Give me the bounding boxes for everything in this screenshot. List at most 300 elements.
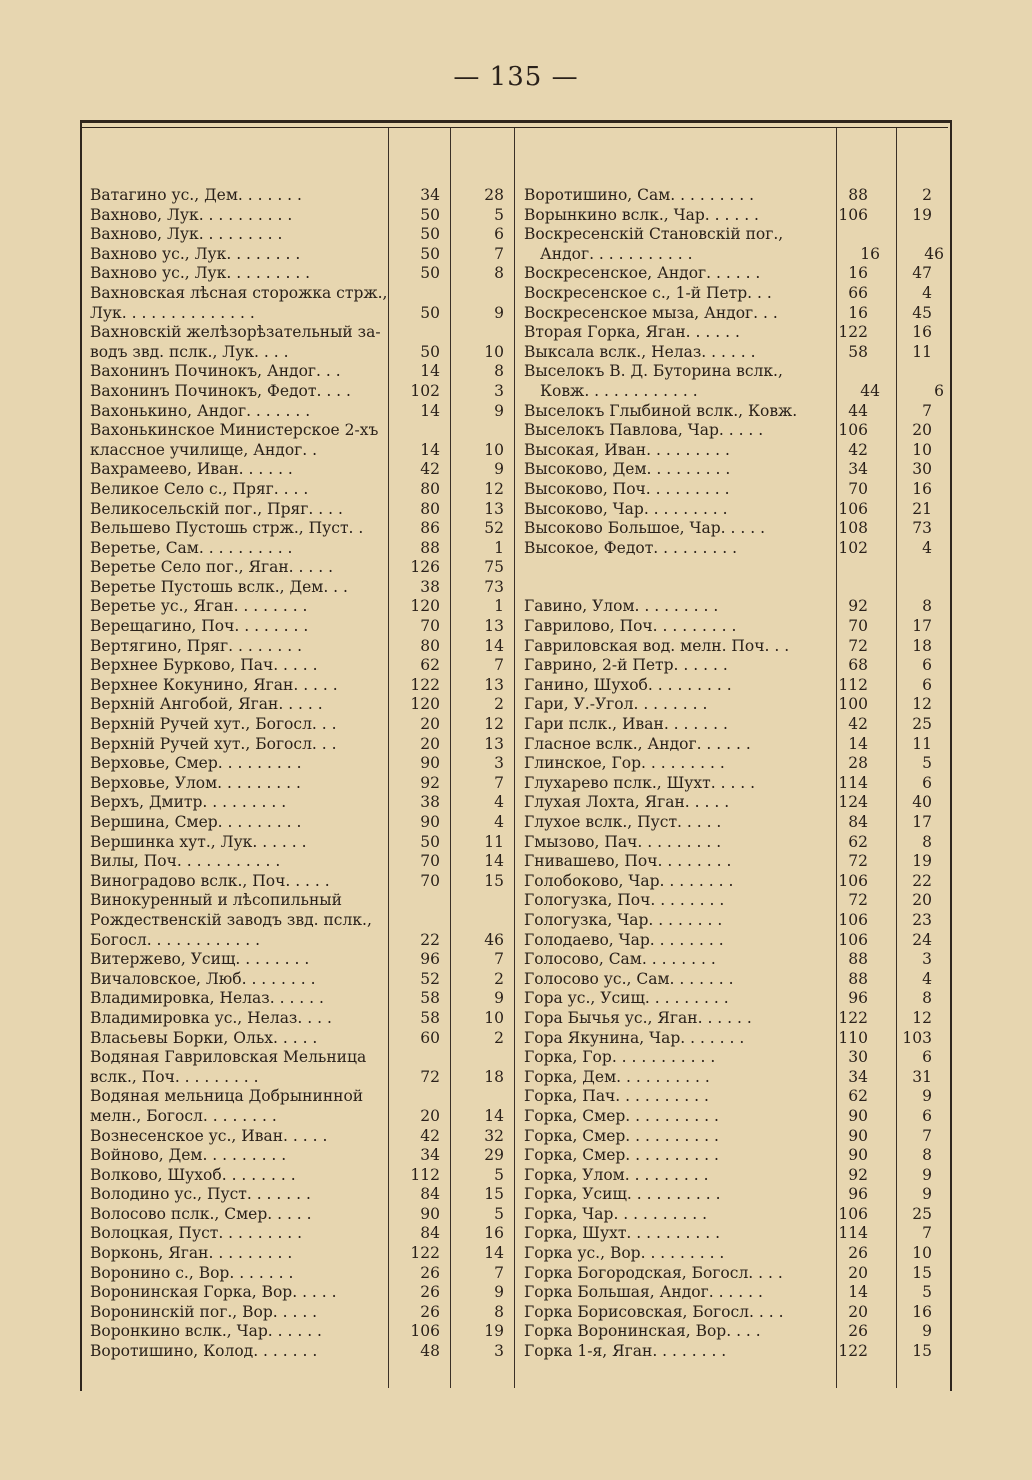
entry-number: 15 [912,1263,932,1282]
page-ref: 16 [848,264,868,283]
page-ref: 106 [838,930,868,949]
table-row [524,284,944,304]
table-row [88,1127,508,1147]
entry-number: 14 [484,1106,504,1125]
entry-number: 10 [484,440,504,459]
place-name: Горка, Смер. . . . . . . . . . [524,1126,719,1145]
place-name: Горка ус., Вор. . . . . . . . . [524,1244,725,1263]
page-ref: 34 [420,1146,440,1165]
entry-number: 13 [484,499,504,518]
entry-number: 7 [494,244,504,263]
page-ref: 106 [838,1204,868,1223]
table-row [524,1244,944,1264]
table-row [88,1244,508,1264]
table-row [88,1009,508,1029]
place-name: Гора ус., Усищ. . . . . . . . . [524,989,729,1008]
entry-number: 9 [494,401,504,420]
place-name: Витержево, Усищ. . . . . . . . [90,950,310,969]
page-ref: 100 [838,695,868,714]
table-row [524,1322,944,1342]
entry-number: 13 [484,734,504,753]
place-name: Вознесенское ус., Иван. . . . . [90,1126,328,1145]
place-name: классное училище, Андог. . [90,440,318,459]
place-name: Выксала вслк., Нелаз. . . . . . [524,342,756,361]
table-row [524,206,944,226]
table-row [88,1029,508,1049]
table-row [88,421,508,441]
place-name: Вахонинъ Починокъ, Андог. . . [90,362,341,381]
entry-number: 8 [922,832,932,851]
page-ref: 90 [848,1106,868,1125]
page-ref: 50 [420,205,440,224]
page-ref: 42 [848,440,868,459]
table-row [524,656,944,676]
place-name: Верхъ, Дмитр. . . . . . . . . [90,793,287,812]
page-ref: 38 [420,793,440,812]
entry-number: 19 [484,1322,504,1341]
page-ref: 102 [838,538,868,557]
entry-number: 8 [494,1302,504,1321]
table-row [524,1068,944,1088]
table-row [88,695,508,715]
page-ref: 44 [860,381,880,400]
place-name: Гари пслк., Иван. . . . . . . [524,715,728,734]
entry-number: 16 [912,479,932,498]
table-row [88,852,508,872]
place-name: Великое Село с., Пряг. . . . [90,479,309,498]
page-ref: 14 [420,401,440,420]
place-name: Водяная Гавриловская Мельница [90,1048,367,1067]
table-row [88,931,508,951]
page-ref: 26 [420,1283,440,1302]
page-ref: 58 [420,1008,440,1027]
entry-number: 2 [494,969,504,988]
table-row [524,382,944,402]
place-name: Гласное вслк., Андог. . . . . . [524,734,751,753]
page-ref: 58 [420,989,440,1008]
table-row [524,480,944,500]
place-name: Ватагино ус., Дем. . . . . . . [90,186,302,204]
entry-number: 13 [484,617,504,636]
table-row [524,539,944,559]
page-ref: 90 [420,1204,440,1223]
place-name: Вертягино, Пряг. . . . . . . . [90,636,303,655]
entry-number: 30 [912,460,932,479]
entry-number: 8 [494,362,504,381]
place-name: Выселокъ В. Д. Буторина вслк., [524,362,783,381]
table-row [88,206,508,226]
page-ref: 50 [420,303,440,322]
table-row [524,304,944,324]
page-ref: 20 [848,1263,868,1282]
place-name: Верхній Ангобой, Яган. . . . . [90,695,323,714]
entry-number: 4 [494,793,504,812]
place-name: Веретье, Сам. . . . . . . . . . [90,538,293,557]
entry-number: 20 [912,891,932,910]
entry-number: 2 [494,695,504,714]
page-ref: 88 [848,969,868,988]
place-name: Волково, Шухоб. . . . . . . . [90,1165,296,1184]
table-row [88,1342,508,1362]
table-row [524,578,944,598]
page-ref: 70 [420,871,440,890]
page-ref: 66 [848,283,868,302]
page-ref: 50 [420,832,440,851]
table-row [524,1107,944,1127]
page-ref: 72 [848,636,868,655]
table-row [524,1264,944,1284]
entry-number: 15 [484,871,504,890]
table-row [88,1303,508,1323]
place-name: Вичаловское, Люб. . . . . . . . [90,969,316,988]
place-name: вслк., Поч. . . . . . . . . [90,1067,259,1086]
page-ref [390,323,440,343]
page-ref: 26 [420,1302,440,1321]
place-name: Вахрамеево, Иван. . . . . . [90,460,293,479]
entry-number: 6 [922,1048,932,1067]
table-row [524,833,944,853]
place-name: Гаврилово, Поч. . . . . . . . . [524,617,737,636]
entry-number: 9 [922,1322,932,1341]
page-ref: 20 [420,734,440,753]
place-name: Веретье Пустошь вслк., Дем. . . [90,577,348,596]
page-ref: 72 [848,852,868,871]
place-name: мелн., Богосл. . . . . . . . [90,1106,277,1125]
entry-number: 8 [922,1146,932,1165]
table-row [524,323,944,343]
table-row [524,852,944,872]
place-name: Андог. . . . . . . . . . . [540,244,693,263]
page-ref: 48 [420,1342,440,1361]
entry-number: 25 [912,1204,932,1223]
table-row [88,1068,508,1088]
entry-number: 4 [922,538,932,557]
page-number: — 135 — [453,62,579,92]
page-ref: 106 [838,499,868,518]
table-row [524,1009,944,1029]
table-row [524,441,944,461]
table-row [524,1342,944,1362]
place-name: Высоково Большое, Чар. . . . . [524,519,766,538]
page-ref: 50 [420,225,440,244]
table-row [88,833,508,853]
page-ref: 96 [420,950,440,969]
entry-number: 75 [484,558,504,577]
page-ref: 70 [848,479,868,498]
place-name: Высокое, Федот. . . . . . . . . [524,538,738,557]
page-ref: 16 [848,303,868,322]
table-row [88,617,508,637]
entry-number: 8 [922,989,932,1008]
place-name: Ганино, Шухоб. . . . . . . . . [524,675,732,694]
place-name: Горка, Шухт. . . . . . . . . . [524,1224,721,1243]
page-ref [390,284,440,304]
page-ref: 68 [848,656,868,675]
page-ref: 50 [420,264,440,283]
place-name: Гари, У.-Угол. . . . . . . . [524,695,708,714]
table-row [88,813,508,833]
entry-number: 16 [912,1302,932,1321]
page-ref [814,225,868,245]
entry-number: 3 [494,1342,504,1361]
entry-number [440,891,504,911]
column-divider [514,128,515,1388]
entry-number: 7 [922,1224,932,1243]
entry-number: 9 [494,303,504,322]
page-ref [390,911,440,931]
page-ref: 80 [420,479,440,498]
place-name: Веретье Село пог., Яган. . . . . [90,558,334,577]
entry-number: 5 [922,1283,932,1302]
page-ref: 34 [420,186,440,204]
page-ref: 122 [410,1244,440,1263]
entry-number: 4 [922,969,932,988]
page-ref: 80 [420,636,440,655]
page-ref: 114 [838,1224,868,1243]
table-row [524,931,944,951]
page-ref: 102 [410,381,440,400]
place-name: Вахново, Лук. . . . . . . . . [90,225,283,244]
page-ref: 86 [420,519,440,538]
entry-number: 2 [494,1028,504,1047]
place-name: Глухая Лохта, Яган. . . . . [524,793,730,812]
entry-number: 1 [494,538,504,557]
entry-number [868,362,932,382]
table-row [88,558,508,578]
table-row [524,1166,944,1186]
place-name: Рождественскій заводъ звд. пслк., [90,910,372,929]
table-row [524,989,944,1009]
table-row [88,793,508,813]
table-row [88,343,508,363]
table-row [88,989,508,1009]
entry-number: 9 [922,1165,932,1184]
place-name: Ковж. . . . . . . . . . . . [540,381,698,400]
page-ref: 80 [420,499,440,518]
place-name: Гмызово, Пач. . . . . . . . . [524,832,722,851]
entry-number: 12 [484,479,504,498]
page-ref [390,891,440,911]
table-row [88,284,508,304]
place-name: Гологузка, Чар. . . . . . . . [524,910,723,929]
table-row [88,500,508,520]
entry-number: 28 [484,186,504,204]
entry-number: 18 [484,1067,504,1086]
place-name: Вахонькино, Андог. . . . . . . [90,401,311,420]
place-name: Вторая Горка, Яган. . . . . . [524,323,740,342]
table-row [88,1146,508,1166]
entry-number: 25 [912,715,932,734]
page-ref: 96 [848,1185,868,1204]
entry-number: 18 [912,636,932,655]
place-name: Воскресенское мыза, Андог. . . [524,303,778,322]
page-ref: 30 [848,1048,868,1067]
page-ref: 112 [838,675,868,694]
entry-number: 11 [912,342,932,361]
page-ref: 88 [848,186,868,204]
table-row [88,656,508,676]
page-ref: 120 [410,597,440,616]
page-ref: 26 [420,1263,440,1282]
place-name: Воскресенское с., 1-й Петр. . . [524,283,772,302]
place-name: Великосельскій пог., Пряг. . . . [90,499,343,518]
entry-number: 12 [484,715,504,734]
place-name: Высоково, Поч. . . . . . . . . [524,479,730,498]
page-ref: 16 [860,244,880,263]
page-ref: 42 [420,460,440,479]
entry-number: 9 [922,1087,932,1106]
page-ref: 92 [848,1165,868,1184]
entry-number: 15 [912,1342,932,1361]
table-row [524,774,944,794]
entry-number: 14 [484,636,504,655]
page-ref: 92 [420,773,440,792]
page-ref: 50 [420,342,440,361]
place-name: Владимировка ус., Нелаз. . . . [90,1008,332,1027]
place-name: Верхній Ручей хут., Богосл. . . [90,715,337,734]
page-ref: 38 [420,577,440,596]
place-name: Горка, Улом. . . . . . . . . [524,1165,709,1184]
table-row [88,1048,508,1068]
page-ref: 50 [420,244,440,263]
table-row [88,950,508,970]
place-name: Вахонинъ Починокъ, Федот. . . . [90,381,351,400]
page-ref: 126 [410,558,440,577]
entry-number: 5 [494,1165,504,1184]
entry-number: 11 [484,832,504,851]
place-name: Верховье, Улом. . . . . . . . . [90,773,301,792]
page-ref: 28 [848,754,868,773]
place-name: Вершина, Смер. . . . . . . . . [90,813,302,831]
table-row [88,1185,508,1205]
entry-number: 7 [494,656,504,675]
table-row [524,637,944,657]
table-row [88,1107,508,1127]
table-row [524,1146,944,1166]
entry-number: 10 [912,440,932,459]
entry-number: 7 [494,950,504,969]
page-ref: 90 [420,813,440,831]
page-ref: 14 [420,362,440,381]
entry-number: 9 [922,1185,932,1204]
table-row [524,676,944,696]
page-ref: 42 [420,1126,440,1145]
entry-number: 46 [484,930,504,949]
table-row [524,793,944,813]
page-ref [390,1087,440,1107]
table-row [524,597,944,617]
place-name: Водяная мельница Добрынинной [90,1087,364,1106]
table-row [88,480,508,500]
entry-number: 14 [484,1244,504,1263]
table-row [524,225,944,245]
table-row [88,891,508,911]
entry-number: 73 [912,519,932,538]
place-name: Вахновская лѣсная сторожка стрж., [90,283,388,302]
place-name: Горка, Пач. . . . . . . . . . [524,1087,709,1106]
page-ref: 84 [848,813,868,831]
place-name: Гавриловская вод. мелн. Поч. . . [524,636,790,655]
place-name: Глинское, Гор. . . . . . . . . [524,754,725,773]
place-name: Власьевы Борки, Ольх. . . . . [90,1028,318,1047]
page-ref: 124 [838,793,868,812]
table-row [88,402,508,422]
page-ref: 84 [420,1185,440,1204]
entry-number: 9 [494,1283,504,1302]
page-ref: 20 [420,715,440,734]
page-ref: 122 [838,1342,868,1361]
place-name: Голосово ус., Сам. . . . . . . [524,969,734,988]
place-name: Лук. . . . . . . . . . . . . . [90,303,255,322]
page-ref: 58 [848,342,868,361]
page-ref: 122 [410,675,440,694]
entry-number: 19 [912,205,932,224]
place-name: Гавино, Улом. . . . . . . . . [524,597,719,616]
page-ref: 72 [848,891,868,910]
page-ref: 110 [838,1028,868,1047]
place-name: Верхнее Бурково, Пач. . . . . [90,656,318,675]
table-row [524,264,944,284]
entry-number: 12 [912,1008,932,1027]
table-row [524,970,944,990]
entry-number [868,225,932,245]
page-ref: 114 [838,773,868,792]
left-column [88,186,508,1362]
page-ref: 106 [838,910,868,929]
table-row [524,617,944,637]
place-name: Ворынкино вслк., Чар. . . . . . [524,205,759,224]
place-name: Вельшево Пустошь стрж., Пуст. . [90,519,364,538]
table-row [524,421,944,441]
entry-number: 6 [922,675,932,694]
entry-number: 40 [912,793,932,812]
page-ref: 96 [848,989,868,1008]
entry-number: 21 [912,499,932,518]
place-name: Вилы, Поч. . . . . . . . . . . [90,852,281,871]
entry-number: 3 [494,754,504,773]
place-name: Воротишино, Сам. . . . . . . . . [524,186,755,204]
entry-number: 31 [912,1067,932,1086]
page-ref: 42 [848,715,868,734]
table-row [524,402,944,422]
entry-number: 47 [912,264,932,283]
table-row [524,186,944,206]
place-name: Волоцкая, Пуст. . . . . . . . . [90,1224,303,1243]
entry-number: 4 [494,813,504,831]
entry-number: 103 [902,1028,932,1047]
entry-number: 12 [912,695,932,714]
place-name: Богосл. . . . . . . . . . . . [90,930,261,949]
page-ref: 106 [838,205,868,224]
entry-number: 23 [912,910,932,929]
page-ref: 90 [420,754,440,773]
entry-number: 8 [922,597,932,616]
entry-number: 24 [912,930,932,949]
place-name: Винокуренный и лѣсопильный [90,891,342,910]
table-row [88,304,508,324]
place-name: Вахновскій желѣзорѣзательный за- [90,323,381,342]
page-ref: 84 [420,1224,440,1243]
entry-number [440,284,504,304]
entry-number: 16 [484,1224,504,1243]
table-row [524,735,944,755]
place-name: Воскресенское, Андог. . . . . . [524,264,761,283]
entry-number: 8 [494,264,504,283]
page-ref: 22 [420,930,440,949]
place-name: Воронинская Горка, Вор. . . . . [90,1283,337,1302]
page-ref: 108 [838,519,868,538]
table-row [88,676,508,696]
